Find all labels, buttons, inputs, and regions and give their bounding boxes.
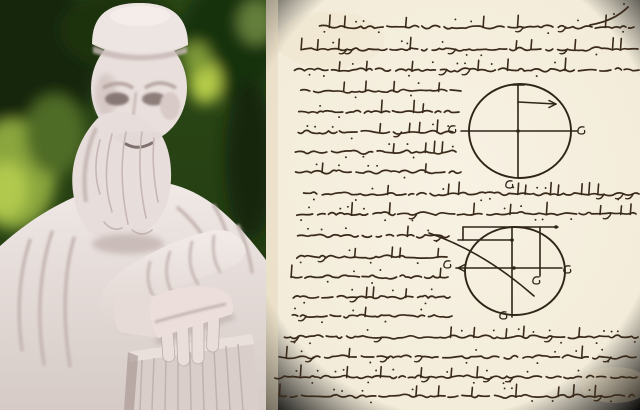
manuscript-page bbox=[266, 0, 640, 410]
chest-shadow bbox=[92, 234, 164, 254]
statue-photo bbox=[0, 0, 266, 410]
cap-highlight bbox=[110, 6, 170, 26]
statue-illustration bbox=[0, 0, 266, 410]
manuscript-illustration bbox=[266, 0, 640, 410]
paper-edge-shading bbox=[266, 0, 278, 410]
